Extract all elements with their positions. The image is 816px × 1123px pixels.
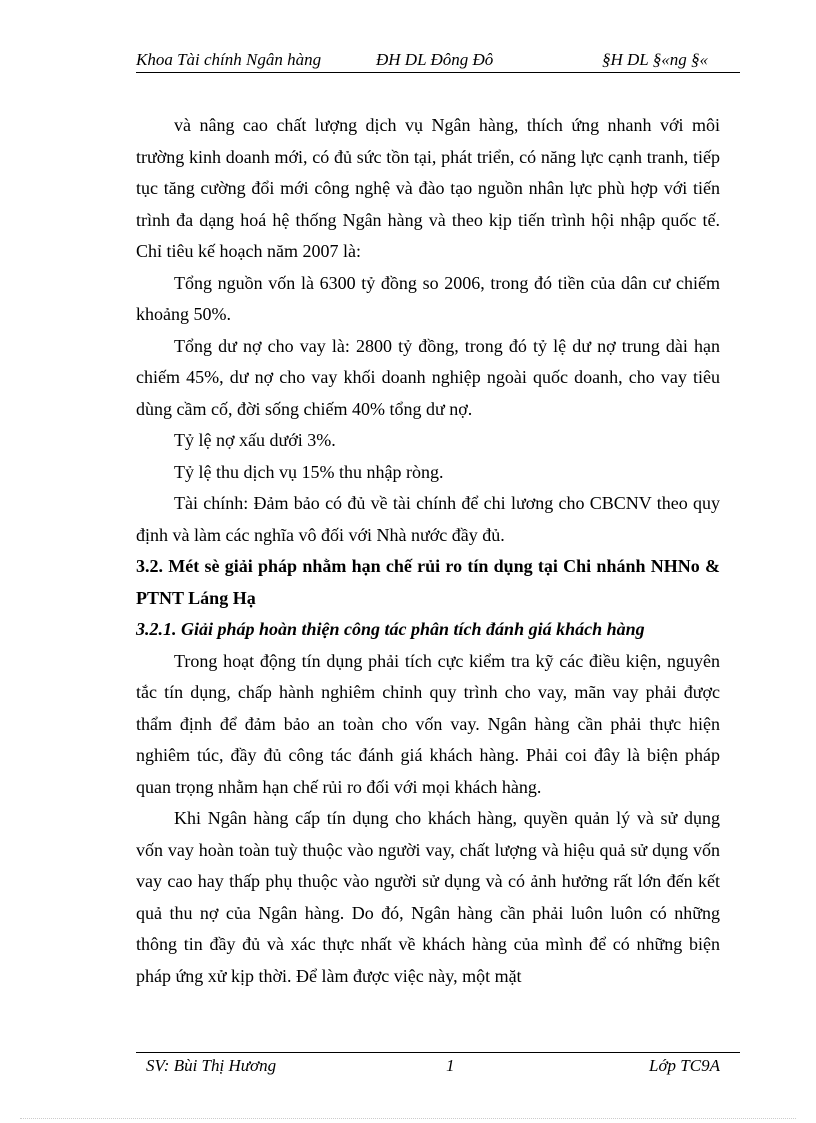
paragraph: và nâng cao chất lượng dịch vụ Ngân hàng, thích ứng nhanh với môi trường kinh doanh mới, có đủ sức tồn tại, phát triển, có năng lực cạnh tranh, tiếp tục tăng cường đổi mới công nghệ và đào tạo nguồn nhân lực phù hợp với tiến trình đa dạng hoá hệ thống Ngân hàng và theo kịp tiến trình hội nhập quốc tế. Chỉ tiêu kế hoạch năm 2007 là:	[136, 115, 720, 261]
document-body	[136, 110, 720, 992]
header-university: ĐH DL Đông Đô	[376, 50, 494, 69]
footer-student: SV: Bùi Thị Hương	[146, 1056, 277, 1075]
page-boundary-divider	[20, 1118, 796, 1119]
paragraph: Tài chính: Đảm bảo có đủ về tài chính để chi lương cho CBCNV theo quy định và làm các nghĩa vô đối với Nhà nước đầy đủ.	[136, 493, 720, 545]
page-footer	[136, 1052, 740, 1077]
paragraph: Tổng dư nợ cho vay là: 2800 tỷ đồng, trong đó tỷ lệ dư nợ trung dài hạn chiếm 45%, dư nợ cho vay khối doanh nghiệp ngoài quốc doanh, cho vay tiêu dùng cầm cố, đời sống chiếm 40% tổng dư nợ.	[136, 335, 720, 419]
paragraph: Khi Ngân hàng cấp tín dụng cho khách hàng, quyền quản lý và sử dụng vốn vay hoàn toàn tuỳ thuộc vào người vay, chất lượng và hiệu quả sử dụng vốn vay cao hay thấp phụ thuộc vào người sử dụng và có ảnh hưởng rất lớn đến kết quả thu nợ của Ngân hàng. Do đó, Ngân hàng cần phải luôn luôn có những thông tin đầy đủ và xác thực nhất về khách hàng của mình để có những biện pháp ứng xử kịp thời. Để làm được việc này, một mặt	[136, 808, 720, 986]
paragraph: Tổng nguồn vốn là 6300 tỷ đồng so 2006, trong đó tiền của dân cư chiếm khoảng 50%.	[136, 272, 720, 324]
paragraph: Trong hoạt động tín dụng phải tích cực kiểm tra kỹ các điều kiện, nguyên tắc tín dụng, chấp hành nghiêm chỉnh quy trình cho vay, mãn vay phải được thẩm định để đảm bảo an toàn cho vốn vay. Ngân hàng cần phải thực hiện nghiêm túc, đầy đủ công tác đánh giá khách hàng. Phải coi đây là biện pháp quan trọng nhằm hạn chế rủi ro đối với mọi khách hàng.	[136, 650, 720, 797]
footer-class: Lớp TC9A	[649, 1056, 720, 1075]
subsection-heading: 3.2.1. Giải pháp hoàn thiện công tác phân tích đánh giá khách hàng	[136, 619, 645, 639]
header-faculty: Khoa Tài chính Ngân hàng	[136, 50, 322, 69]
header-university-garbled: §H DL §«ng §«	[602, 50, 708, 69]
paragraph: Tỷ lệ nợ xấu dưới 3%.	[174, 430, 336, 450]
page-number: 1	[446, 1056, 455, 1075]
section-heading: 3.2. Mét sè giải pháp nhằm hạn chế rủi ro tín dụng tại Chi nhánh NHNo & PTNT Láng Hạ	[136, 556, 720, 608]
page-header	[136, 48, 740, 73]
paragraph: Tỷ lệ thu dịch vụ 15% thu nhập ròng.	[174, 461, 444, 482]
